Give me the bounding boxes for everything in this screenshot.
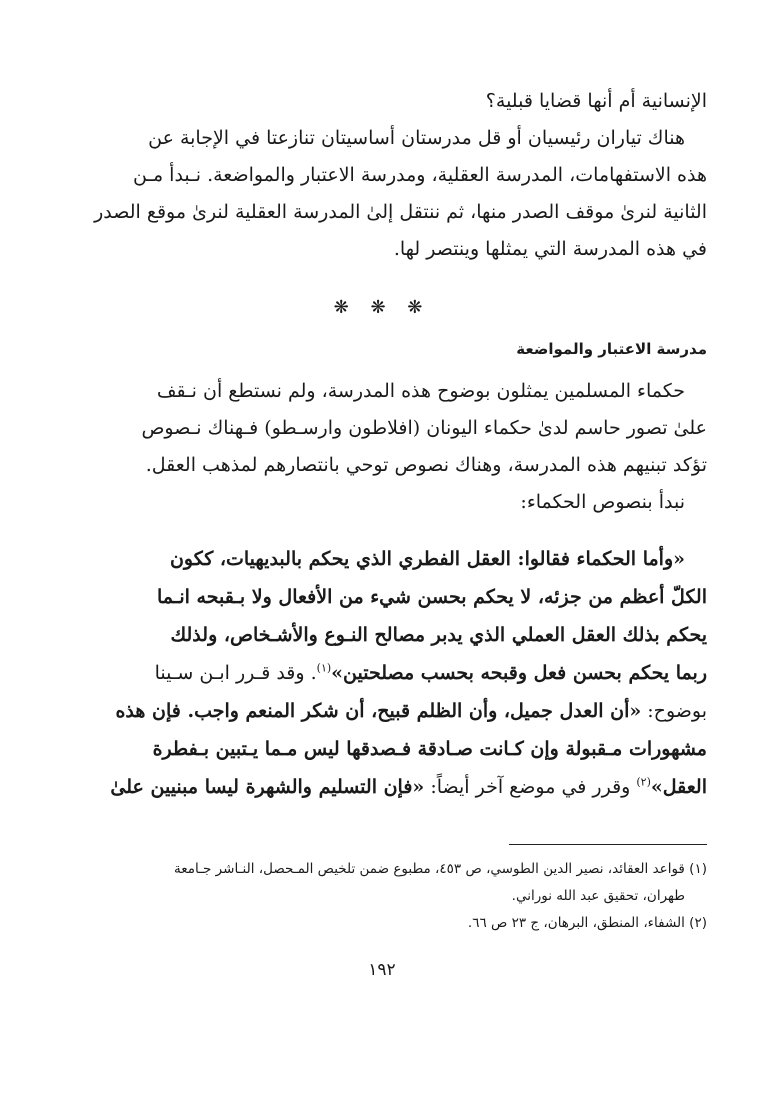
- quote-line: [92, 692, 707, 730]
- quote-line: الكلّ أعظم من جزئه، لا يحكم بحسن شيء من الأفعال ولا بـقبحه انـما: [157, 586, 707, 608]
- footnote-ref-2: (٢): [636, 775, 651, 789]
- footnote-divider: [509, 844, 707, 845]
- text-line: هذه الاستفهامات، المدرسة العقلية، ومدرسة الاعتبار والمواضعة. نـبدأ مـن: [132, 164, 707, 186]
- footnote-ref-1: (١): [316, 661, 332, 675]
- quote-line: «وأما الحكماء فقالوا: العقل الفطري الذي يحكم بالبديهيات، ككون: [169, 548, 685, 570]
- quote-line: مشهورات مـقبولة وإن كـانت صـادقة فـصدقها ليس مـما يـتبين بـفطرة: [152, 738, 707, 760]
- quote-paragraph: [92, 540, 707, 806]
- text-line: الثانية لنرىٰ موقف الصدر منها، ثم ننتقل إلىٰ المدرسة العقلية لنرىٰ موقع الصدر: [94, 201, 707, 223]
- footnote-line: (٢) الشفاء، المنطق، البرهان، ج ٢٣ ص ٦٦.: [467, 915, 707, 931]
- intro-paragraph: [92, 83, 707, 268]
- text-line: تؤكد تبنيهم هذه المدرسة، وهناك نصوص توحي بانتصارهم لمذهب العقل.: [145, 454, 707, 476]
- footnotes: [92, 856, 707, 937]
- quote-fragment: العقل»: [650, 776, 707, 798]
- page-number: ١٩٢: [368, 960, 396, 980]
- section-paragraph: [92, 373, 707, 521]
- quote-line: يحكم بذلك العقل العملي الذي يدبر مصالح النـوع والأشـخاص، ولذلك: [170, 624, 707, 646]
- section-heading: مدرسة الاعتبار والمواضعة: [516, 340, 707, 358]
- text-line: حكماء المسلمين يمثلون بوضوح هذه المدرسة، ولم نستطع أن نـقف: [156, 380, 685, 402]
- footnote-line: طهران، تحقيق عبد الله نوراني.: [511, 888, 685, 904]
- text-fragment: وقرر في موضع آخر أيضاً:: [424, 776, 637, 798]
- text-line: نبدأ بنصوص الحكماء:: [520, 491, 685, 513]
- text-fragment: بوضوح:: [641, 700, 707, 722]
- footnote-line: (١) قواعد العقائد، نصير الدين الطوسي، ص ٤٥٣، مطبوع ضمن تلخيص المـحصل، النـاشر جـامعة: [174, 861, 707, 877]
- text-line: هناك تياران رئيسيان أو قل مدرستان أساسيتان تنازعتا في الإجابة عن: [148, 127, 685, 149]
- quote-fragment: «أن العدل جميل، وأن الظلم قبيح، أن شكر المنعم واجب. فإن هذه: [115, 700, 642, 722]
- quote-fragment: ربما يحكم بحسن فعل وقبحه بحسب مصلحتين»: [331, 662, 707, 684]
- text-fragment: . وقد قـرر ابـن سـينا: [154, 662, 317, 684]
- text-line: علىٰ تصور حاسم لدىٰ حكماء اليونان (افلاطون وارسـطو) فـهناك نـصوص: [141, 417, 707, 439]
- quote-line: [92, 654, 707, 692]
- quote-fragment: «فإن التسليم والشهرة ليسا مبنيين علىٰ: [110, 776, 425, 798]
- text-line: في هذه المدرسة التي يمثلها وينتصر لها.: [393, 238, 707, 260]
- quote-line: [92, 768, 707, 806]
- section-separator: ❋ ❋ ❋: [333, 297, 431, 318]
- text-line: الإنسانية أم أنها قضايا قبلية؟: [485, 90, 707, 112]
